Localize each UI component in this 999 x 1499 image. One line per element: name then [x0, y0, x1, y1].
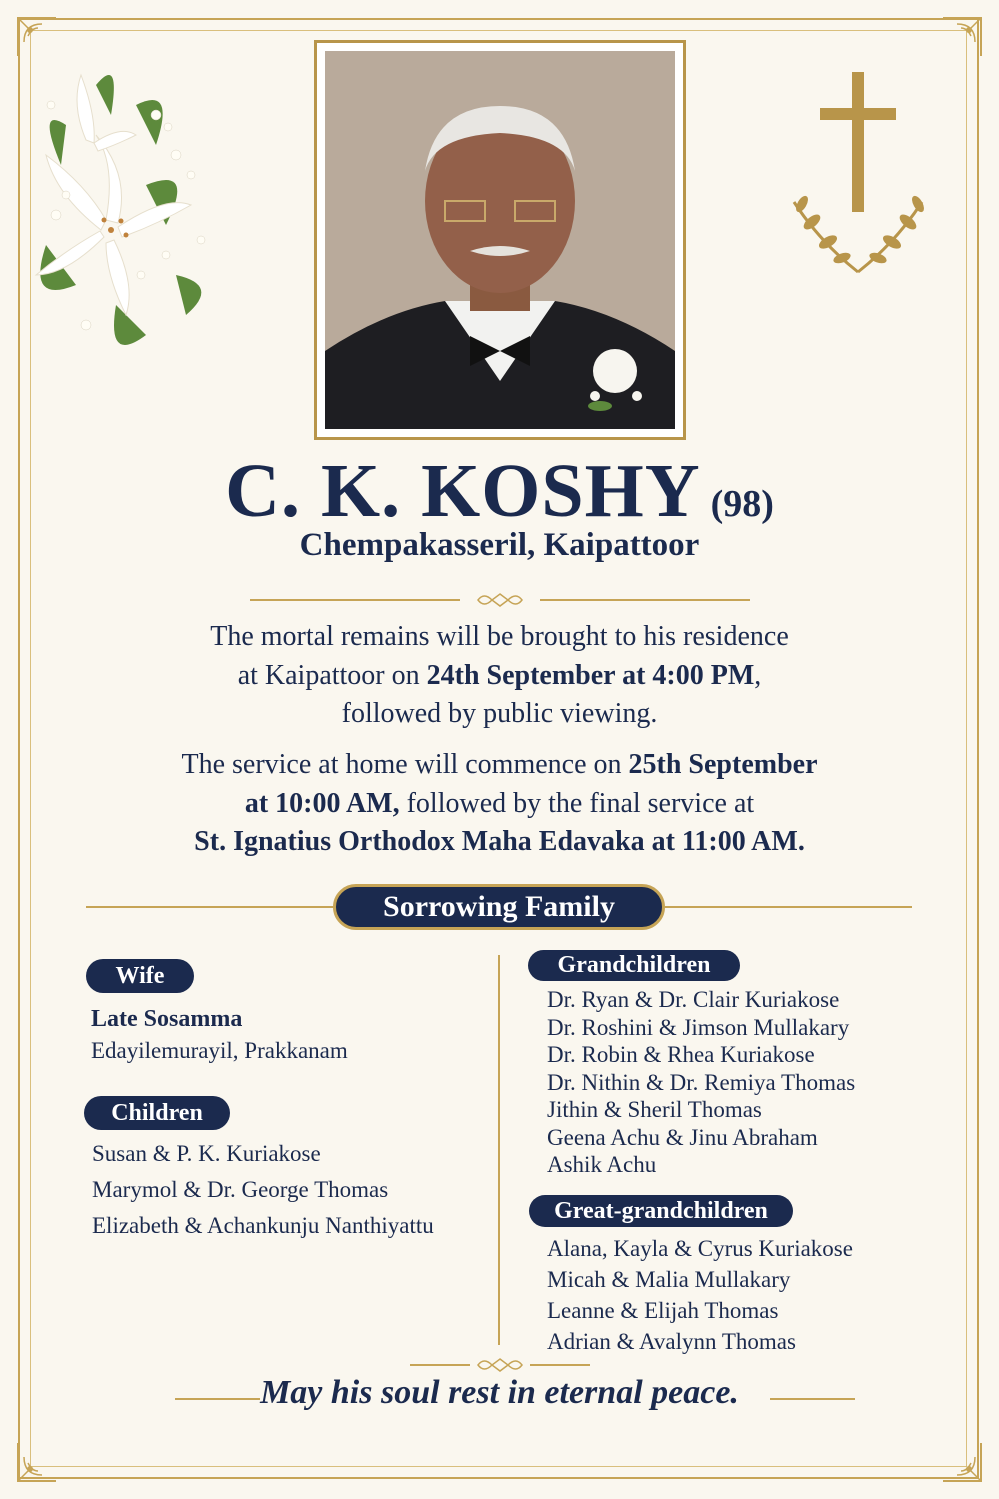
- great-grandchild-item: Adrian & Avalynn Thomas: [547, 1329, 796, 1354]
- grandchild-item: Geena Achu & Jinu Abraham: [547, 1125, 818, 1150]
- announcement-text: followed by the final service at: [399, 787, 755, 819]
- lily-flowers-icon: [26, 45, 226, 375]
- announcement-paragraph-2: [0, 746, 999, 862]
- grandchild-item: Dr. Nithin & Dr. Remiya Thomas: [547, 1070, 856, 1095]
- wife-name: Late Sosamma: [91, 1006, 243, 1032]
- great-grandchild-item: Leanne & Elijah Thomas: [547, 1298, 779, 1323]
- announcement-line: followed by public viewing.: [341, 698, 658, 729]
- announcement-line: [0, 823, 999, 862]
- announcement-text: ,: [754, 659, 762, 691]
- scroll-ornament-icon: [470, 590, 530, 610]
- wife-label: Wife: [86, 959, 194, 993]
- announcement-text: The service at home will commence on: [181, 749, 629, 780]
- closing-divider: [410, 1355, 590, 1375]
- announcement-text: at Kaipattoor on: [237, 659, 427, 691]
- column-divider: [498, 955, 500, 1345]
- closing-message: May his soul rest in eternal peace.: [260, 1374, 739, 1411]
- deceased-name: C. K. KOSHY: [225, 449, 701, 533]
- announcement-date-time: 24th September at 4:00 PM: [426, 659, 755, 691]
- wife-house: Edayilemurayil, Prakkanam: [91, 1038, 348, 1063]
- grandchild-item: Dr. Robin & Rhea Kuriakose: [547, 1042, 815, 1067]
- announcement-date: 25th September: [628, 749, 818, 780]
- scroll-ornament-icon: [470, 1355, 530, 1375]
- grandchild-item: Jithin & Sheril Thomas: [547, 1097, 762, 1122]
- announcement-line: [0, 657, 999, 696]
- divider: [250, 590, 750, 610]
- announcement-line: The mortal remains will be brought to his residence: [210, 621, 789, 652]
- announcement-line: [0, 746, 999, 785]
- grandchildren-label: Grandchildren: [528, 950, 740, 981]
- grandchild-item: Ashik Achu: [547, 1152, 657, 1177]
- corner-ornament-icon: [939, 1439, 985, 1485]
- child-item: Elizabeth & Achankunju Nanthiyattu: [92, 1213, 434, 1238]
- grandchild-item: Dr. Ryan & Dr. Clair Kuriakose: [547, 987, 840, 1012]
- children-label: Children: [84, 1096, 230, 1130]
- announcement-venue: St. Ignatius Orthodox Maha Edavaka at 11:00 AM.: [194, 826, 805, 857]
- portrait-frame: [314, 40, 686, 440]
- corner-ornament-icon: [939, 14, 985, 60]
- child-item: Marymol & Dr. George Thomas: [92, 1177, 389, 1202]
- great-grandchild-item: Micah & Malia Mullakary: [547, 1267, 791, 1292]
- grandchild-item: Dr. Roshini & Jimson Mullakary: [547, 1015, 850, 1040]
- corner-ornament-icon: [14, 1439, 60, 1485]
- announcement-time: at 10:00 AM,: [244, 787, 400, 819]
- portrait-photo: [325, 51, 675, 429]
- child-item: Susan & P. K. Kuriakose: [92, 1141, 321, 1166]
- great-grandchildren-label: Great-grandchildren: [529, 1195, 793, 1227]
- great-grandchild-item: Alana, Kayla & Cyrus Kuriakose: [547, 1236, 853, 1261]
- announcement-line: [0, 785, 999, 824]
- cross-icon: [790, 72, 930, 282]
- family-heading: Sorrowing Family: [333, 884, 665, 930]
- deceased-age: (98): [710, 483, 774, 525]
- deceased-name-line: [0, 448, 999, 535]
- announcement-paragraph-1: [0, 618, 999, 734]
- deceased-place: Chempakasseril, Kaipattoor: [299, 527, 700, 563]
